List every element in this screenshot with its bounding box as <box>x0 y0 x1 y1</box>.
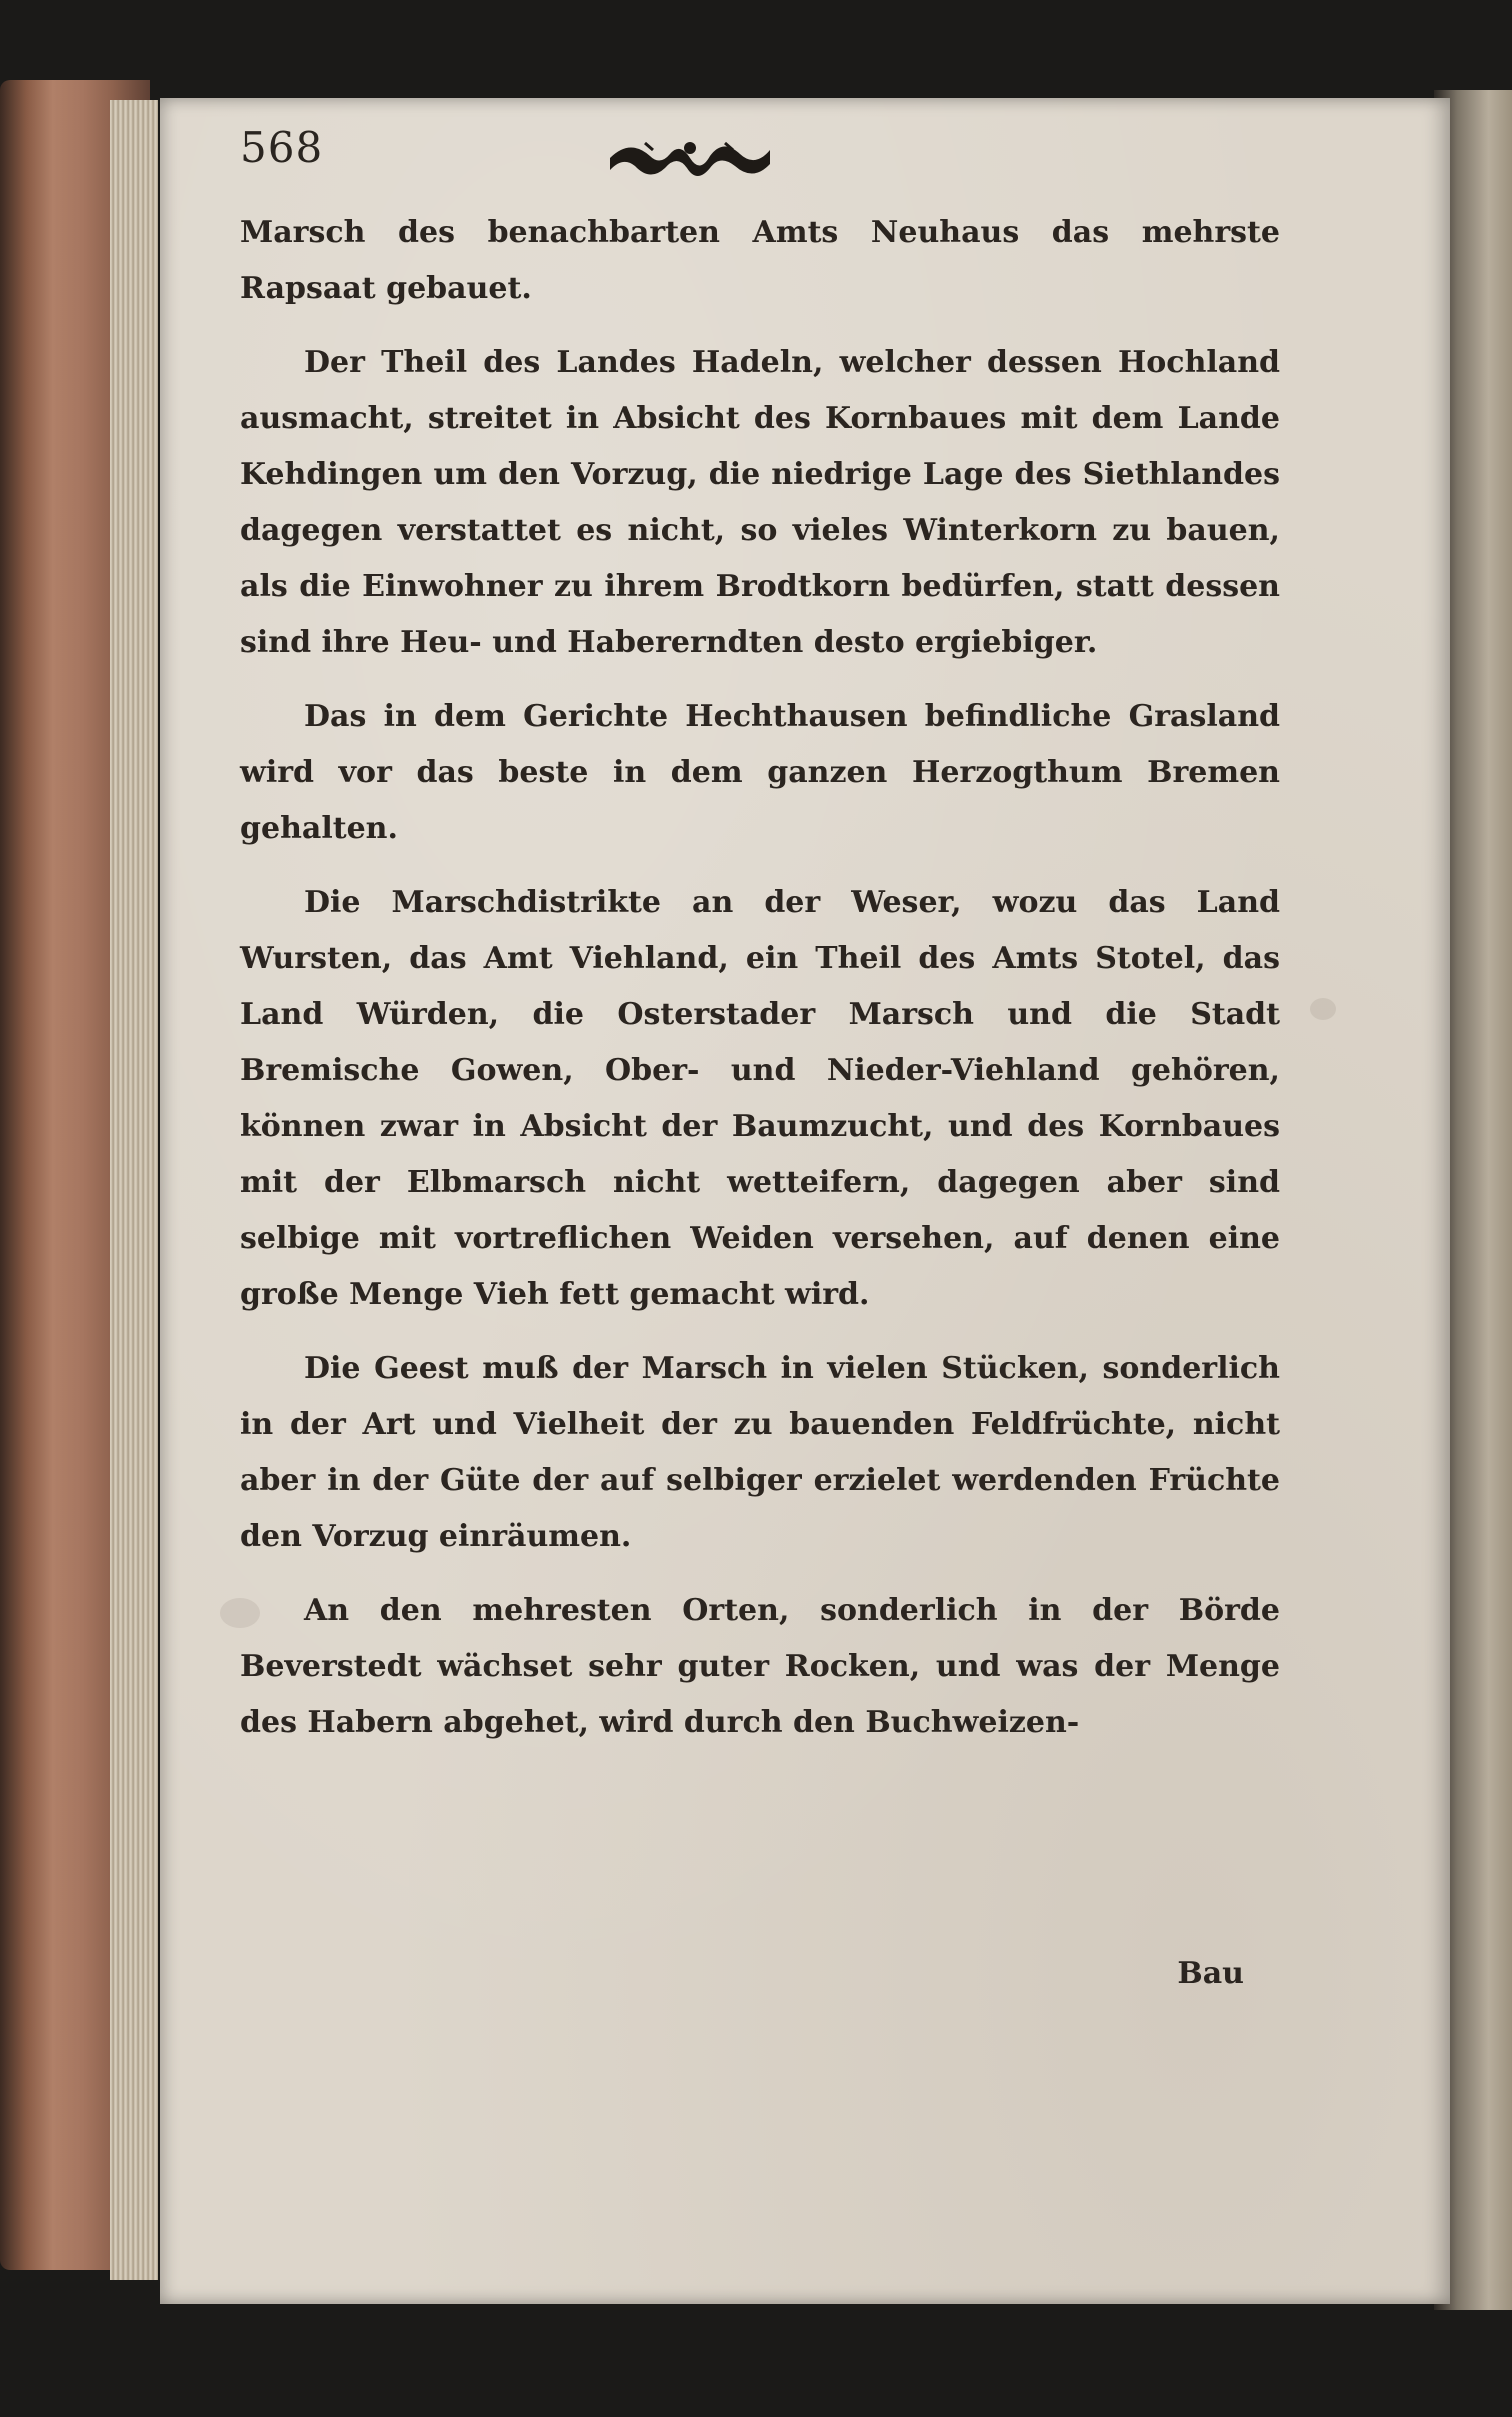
paragraph-3: Das in dem Gerichte Hechthausen befindliche Grasland wird vor das beste in dem ganzen Herzogthum Bremen gehalten. <box>240 699 1280 846</box>
paragraph-1: Marsch des benachbarten Amts Neuhaus das mehrste Rapsaat gebauet. <box>240 215 1280 306</box>
printers-ornament-icon <box>605 128 775 188</box>
paragraph-2: Der Theil des Landes Hadeln, welcher dessen Hochland ausmacht, streitet in Absicht des Kornbaues mit dem Lande Kehdingen um den Vorzug, die niedrige Lage des Siethlandes dagegen verstattet es nicht, so vieles Winterkorn zu bauen, als die Einwohner zu ihrem Brodtkorn bedürfen, statt dessen sind ihre Heu- und Habererndten desto ergiebiger. <box>240 345 1280 660</box>
page-edges <box>110 100 158 2280</box>
paragraph-4: Die Marschdistrikte an der Weser, wozu das Land Wursten, das Amt Viehland, ein Theil des Amts Stotel, das Land Würden, die Osterstader Marsch und die Stadt Bremische Gowen, Ober- und Nieder-Viehland gehören, können zwar in Absicht der Baumzucht, und des Kornbaues mit der Elbmarsch nicht wetteifern, dagegen aber sind selbige mit vortreflichen Weiden versehen, auf denen eine große Menge Vieh fett gemacht wird. <box>240 885 1280 1312</box>
catchword: Bau <box>1177 1956 1244 1991</box>
page-number: 568 <box>240 123 324 172</box>
paper-stain <box>1310 998 1336 1020</box>
body-text <box>240 205 1280 1769</box>
paragraph-6: An den mehresten Orten, sonderlich in der Börde Beverstedt wächset sehr guter Rocken, und was der Menge des Habern abgehet, wird durch den Buchweizen- <box>240 1593 1280 1740</box>
paragraph-5: Die Geest muß der Marsch in vielen Stücken, sonderlich in der Art und Vielheit der zu bauenden Feldfrüchte, nicht aber in der Güte der auf selbiger erzielet werdenden Früchte den Vorzug einräumen. <box>240 1351 1280 1554</box>
